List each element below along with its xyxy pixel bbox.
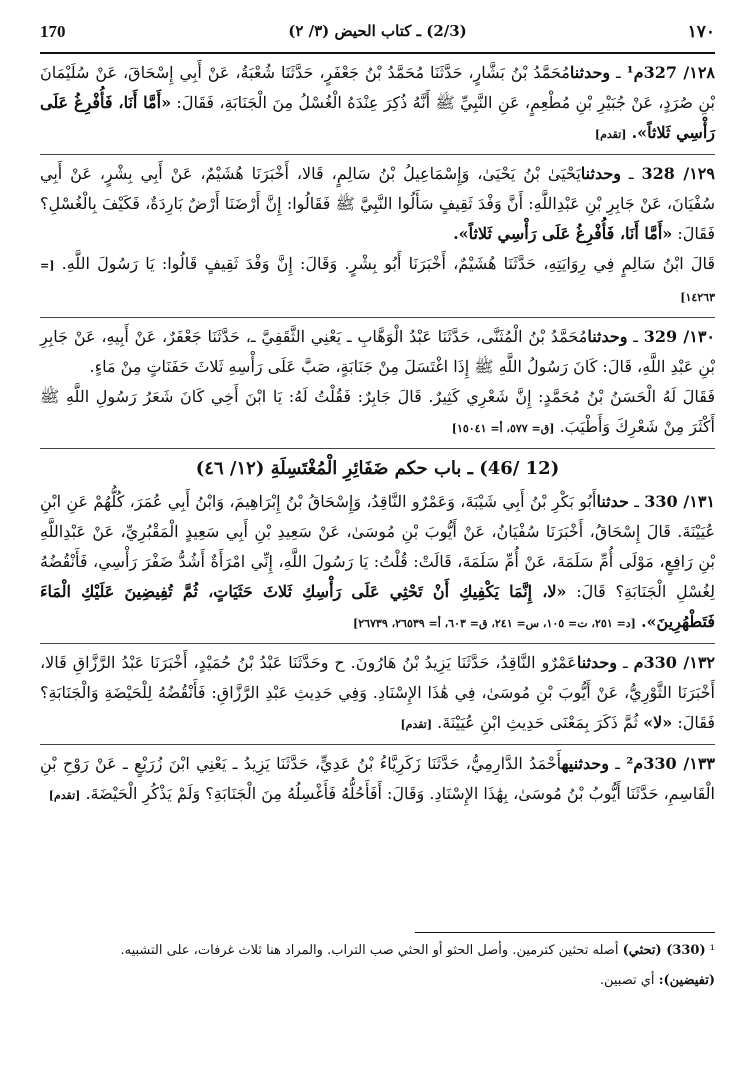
page-body: [40, 58, 715, 811]
page-header: [40, 22, 715, 50]
footnote-text: أصله تحثين كترمين. وأصل الحثو أو الحثي صب التراب. والمراد هنا ثلاث غرفات، على التشبيه.: [120, 943, 619, 958]
hadith-lead: حدثنا: [596, 492, 629, 511]
hadith-number: ١٢٨/ 327م¹: [626, 63, 716, 82]
hadith-330: ١٣١/ 330 ـ حدثناأَبُو بَكْرِ بْنُ أَبِي شَيْبَةَ، وَعَمْرٌو النَّاقِدُ، وَإِسْحَاقُ بْنُ إِبْرَاهِيمَ، وَابْنُ أَبِي عُمَرَ، كُلُّهُمْ عَنِ ابْنِ عُيَيْنَةَ. قَالَ إِسْحَاقُ، أَخْبَرَنَا سُفْيَانُ، عَنْ أَيُّوبَ بْنِ مُوسَىٰ، عَنْ سَعِيدِ بْنِ أَبِي سَعِيدٍ الْمَقْبُرِيِّ، عَنْ عَبْدِاللَّهِ بْنِ رَافِعٍ، مَوْلَى أُمِّ سَلَمَةَ، عَنْ أُمِّ سَلَمَةَ، قَالَتْ: قُلْتُ: يَا رَسُولَ اللَّهِ، إِنِّي امْرَأَةٌ أَشُدُّ ضَفْرَ رَأْسِي، فَأَنْقُضُهُ لِغُسْلِ الْجَنَابَةِ؟ قَالَ: «لا، إِنَّمَا يَكْفِيكِ أَنْ تَحْثِي عَلَى رَأْسِكِ ثَلاثَ حَثَيَاتٍ، ثُمَّ تُفِيضِينَ عَلَيْكِ الْمَاءَ فَتَطْهُرِينَ». [د= ٢٥١، ت= ١٠٥، س= ٢٤١، ق= ٦٠٣، أ= ٢٦٥٣٩، ٢٦٧٣٩]: [40, 492, 716, 631]
hadith-lead: وحدثنا: [569, 63, 611, 82]
chapter-heading: (12 /46) ـ باب حكم ضَفَائِرِ الْمُغْتَسِلَةِ (١٢/ ٤٦): [195, 458, 560, 479]
hadith-text: مُحَمَّدُ بْنُ الْمُثَنَّى، حَدَّثَنَا عَبْدُ الْوَهَّابِ ـ يَعْنِي الثَّقَفِيَّ ـ، حَدَّثَنَا جَعْفَرٌ، عَنْ أَبِيهِ، عَنْ جَابِرِ بْنِ عَبْدِ اللَّهِ، قَالَ: كَانَ رَسُولُ اللَّهِ ﷺ إِذَا اغْتَسَلَ مِنْ جَنَابَةٍ، صَبَّ عَلَى رَأْسِهِ ثَلاثَ حَفَنَاتٍ مِنْ مَاءٍ.: [40, 327, 715, 376]
page-number-latin: 170: [40, 22, 66, 41]
footnote: [40, 966, 715, 996]
footnotes: [40, 936, 715, 996]
hadith-quote: «لا، إِنَّمَا يَكْفِيكِ أَنْ تَحْثِي عَلَى رَأْسِكِ ثَلاثَ حَثَيَاتٍ، ثُمَّ تُفِيضِينَ عَلَيْكِ الْمَاءَ فَتَطْهُرِينَ».: [40, 582, 715, 631]
hadith-quote: «أَمَّا أَنَا، فَأُفْرِغُ عَلَى رَأْسِي ثَلاثاً».: [453, 224, 673, 243]
hadith-lead: وحدثنيه: [561, 754, 609, 773]
footnote-term: (تفيضين):: [658, 973, 715, 988]
footnote-text: أي تصبين.: [599, 973, 655, 988]
divider: [40, 154, 715, 155]
hadith-number: ١٣٢/ 330م: [633, 653, 716, 672]
hadith-reference: [تقدم]: [400, 718, 433, 731]
hadith-reference: [د= ٢٥١، ت= ١٠٥، س= ٢٤١، ق= ٦٠٣، أ= ٢٦٥٣٩، ٢٦٧٣٩]: [352, 617, 636, 630]
hadith-reference: [تقدم]: [48, 789, 81, 802]
hadith-328-note: [40, 249, 715, 313]
hadith-text: أَحْمَدُ الدَّارِمِيُّ، حَدَّثَنَا زَكَرِيَّاءُ بْنُ عَدِيٍّ، حَدَّثَنَا يَزِيدُ ـ يَعْنِي ابْنَ زُرَيْعٍ ـ عَنْ رَوْحِ بْنِ الْقَاسِمِ، حَدَّثَنَا أَيُّوبُ بْنُ مُوسَىٰ، بِهَٰذَا الإِسْنَادِ. وَقَالَ: أَفَأَحُلُّهُ فَأَغْسِلُهُ مِنَ الْجَنَابَةِ؟ وَلَمْ يَذْكُرِ الْحَيْضَةَ.: [40, 754, 715, 803]
hadith-text: عَمْرٌو النَّاقِدُ، حَدَّثَنَا يَزِيدُ بْنُ هَارُونَ. ح وحَدَّثَنَا عَبْدُ بْنُ حُمَيْدٍ، أَخْبَرَنَا عَبْدُ الرَّزَّاقِ قَالا، أَخْبَرَنَا الثَّوْرِيُّ، عَنْ أَيُّوبَ بْنِ مُوسَىٰ، فِي هَٰذَا الإِسْنَادِ. وَفِي حَدِيثِ عَبْدِ الرَّزَّاقِ: فَأَنْقُضُهُ لِلْحَيْضَةِ وَالْجَنَابَةِ؟ فَقَالَ:: [40, 653, 715, 732]
footnote: [40, 936, 715, 966]
hadith-330m2: ١٣٣/ 330م² ـ وحدثنيهأَحْمَدُ الدَّارِمِيُّ، حَدَّثَنَا زَكَرِيَّاءُ بْنُ عَدِيٍّ، حَدَّثَنَا يَزِيدُ ـ يَعْنِي ابْنَ زُرَيْعٍ ـ عَنْ رَوْحِ بْنِ الْقَاسِمِ، حَدَّثَنَا أَيُّوبُ بْنُ مُوسَىٰ، بِهَٰذَا الإِسْنَادِ. وَقَالَ: أَفَأَحُلُّهُ فَأَغْسِلُهُ مِنَ الْجَنَابَةِ؟ وَلَمْ يَذْكُرِ الْحَيْضَةَ. [تقدم]: [40, 754, 715, 803]
hadith-lead: وحدثنا: [580, 164, 621, 183]
hadith-330m: ١٣٢/ 330م ـ وحدثناعَمْرٌو النَّاقِدُ، حَدَّثَنَا يَزِيدُ بْنُ هَارُونَ. ح وحَدَّثَنَا عَبْدُ بْنُ حُمَيْدٍ، أَخْبَرَنَا عَبْدُ الرَّزَّاقِ قَالا، أَخْبَرَنَا الثَّوْرِيُّ، عَنْ أَيُّوبَ بْنِ مُوسَىٰ، فِي هَٰذَا الإِسْنَادِ. وَفِي حَدِيثِ عَبْدِ الرَّزَّاقِ: فَأَنْقُضُهُ لِلْحَيْضَةِ وَالْجَنَابَةِ؟ فَقَالَ: «لا» ثُمَّ ذَكَرَ بِمَعْنَى حَدِيثِ ابْنِ عُيَيْنَةَ. [تقدم]: [40, 653, 716, 732]
hadith-329-note: [40, 382, 715, 444]
footnote-term: (330) (تحثي): [622, 943, 706, 958]
footnote-rule: [415, 932, 715, 933]
hadith-number: ١٢٩/ 328: [641, 164, 715, 183]
hadith-text: أَبُو بَكْرِ بْنُ أَبِي شَيْبَةَ، وَعَمْرٌو النَّاقِدُ، وَإِسْحَاقُ بْنُ إِبْرَاهِيمَ، وَابْنُ أَبِي عُمَرَ، كُلُّهُمْ عَنِ ابْنِ عُيَيْنَةَ. قَالَ إِسْحَاقُ، أَخْبَرَنَا سُفْيَانُ، عَنْ أَيُّوبَ بْنِ مُوسَىٰ، عَنْ سَعِيدِ بْنِ أَبِي سَعِيدٍ الْمَقْبُرِيِّ، عَنْ عَبْدِاللَّهِ بْنِ رَافِعٍ، مَوْلَى أُمِّ سَلَمَةَ، عَنْ أُمِّ سَلَمَةَ، قَالَتْ: قُلْتُ: يَا رَسُولَ اللَّهِ، إِنِّي امْرَأَةٌ أَشُدُّ ضَفْرَ رَأْسِي، فَأَنْقُضُهُ لِغُسْلِ الْجَنَابَةِ؟ قَالَ:: [40, 492, 715, 601]
footnote-mark: ¹: [709, 943, 715, 958]
hadith-tail: ثُمَّ ذَكَرَ بِمَعْنَى حَدِيثِ ابْنِ عُيَيْنَةَ.: [437, 713, 644, 732]
hadith-lead: وحدثنا: [576, 653, 618, 672]
hadith-number: ١٣١/ 330: [644, 492, 716, 511]
hadith-lead: وحدثنا: [587, 327, 628, 346]
divider: [40, 448, 715, 449]
hadith-reference: [= ١٤٢٦٣]: [40, 259, 715, 304]
header-rule: [40, 52, 715, 54]
hadith-quote: «أَمَّا أَنَا، فَأُفْرِغُ عَلَى رَأْسِي ثَلاثاً».: [40, 93, 715, 142]
divider: [40, 317, 715, 318]
hadith-text: يَحْيَىٰ بْنُ يَحْيَىٰ، وَإِسْمَاعِيلُ بْنُ سَالِمٍ، قَالا، أَخْبَرَنَا هُشَيْمٌ، عَنْ أَبِي بِشْرٍ، عَنْ أَبِي سُفْيَانَ، عَنْ جَابِرِ بْنِ عَبْدِاللَّهِ: أَنَّ وَفْدَ ثَقِيفٍ سَأَلُوا النَّبِيَّ ﷺ فَقَالُوا: إِنَّ أَرْضَنَا أَرْضٌ بَارِدَةٌ، فَكَيْفَ بِالْغُسْلِ؟ فَقَالَ:: [40, 164, 715, 243]
hadith-text: فَقَالَ لَهُ الْحَسَنُ بْنُ مُحَمَّدٍ: إِنَّ شَعْرِي كَثِيرٌ. قَالَ جَابِرٌ: فَقُلْتُ لَهُ: يَا ابْنَ أَخِي كَانَ شَعَرُ رَسُولِ اللَّهِ ﷺ أَكْثَرَ مِنْ شَعْرِكَ وَأَطْيَبَ.: [40, 387, 715, 436]
hadith-reference: [ق= ٥٧٧، أ= ١٥٠٤١]: [451, 422, 555, 435]
hadith-327m: ١٢٨/ 327م¹ ـ وحدثنامُحَمَّدُ بْنُ بَشَّارٍ، حَدَّثَنَا مُحَمَّدُ بْنُ جَعْفَرٍ، حَدَّثَنَا شُعْبَةُ، عَنْ أَبِي إِسْحَاقَ، عَنْ سُلَيْمَانَ بْنِ صُرَدٍ، عَنْ جُبَيْرِ بْنِ مُطْعِمٍ، عَنِ النَّبِيِّ ﷺ أَنَّهُ ذُكِرَ عِنْدَهُ الْغُسْلُ مِنَ الْجَنَابَةِ، فَقَالَ: «أَمَّا أَنَا، فَأُفْرِغُ عَلَى رَأْسِي ثَلاثاً». [تقدم]: [40, 63, 716, 142]
hadith-reference: [تقدم]: [594, 128, 627, 141]
divider: [40, 643, 715, 644]
hadith-number: ١٣٠/ 329: [643, 327, 716, 346]
hadith-328: ١٢٩/ 328 ـ وحدثنايَحْيَىٰ بْنُ يَحْيَىٰ، وَإِسْمَاعِيلُ بْنُ سَالِمٍ، قَالا، أَخْبَرَنَا هُشَيْمٌ، عَنْ أَبِي بِشْرٍ، عَنْ أَبِي سُفْيَانَ، عَنْ جَابِرِ بْنِ عَبْدِاللَّهِ: أَنَّ وَفْدَ ثَقِيفٍ سَأَلُوا النَّبِيَّ ﷺ فَقَالُوا: إِنَّ أَرْضَنَا أَرْضٌ بَارِدَةٌ، فَكَيْفَ بِالْغُسْلِ؟ فَقَالَ: «أَمَّا أَنَا، فَأُفْرِغُ عَلَى رَأْسِي ثَلاثاً».: [40, 164, 715, 243]
hadith-text: مُحَمَّدُ بْنُ بَشَّارٍ، حَدَّثَنَا مُحَمَّدُ بْنُ جَعْفَرٍ، حَدَّثَنَا شُعْبَةُ، عَنْ أَبِي إِسْحَاقَ، عَنْ سُلَيْمَانَ بْنِ صُرَدٍ، عَنْ جُبَيْرِ بْنِ مُطْعِمٍ، عَنِ النَّبِيِّ ﷺ أَنَّهُ ذُكِرَ عِنْدَهُ الْغُسْلُ مِنَ الْجَنَابَةِ، فَقَالَ:: [40, 63, 715, 112]
hadith-329: ١٣٠/ 329 ـ وحدثنامُحَمَّدُ بْنُ الْمُثَنَّى، حَدَّثَنَا عَبْدُ الْوَهَّابِ ـ يَعْنِي الثَّقَفِيَّ ـ، حَدَّثَنَا جَعْفَرٌ، عَنْ أَبِيهِ، عَنْ جَابِرِ بْنِ عَبْدِ اللَّهِ، قَالَ: كَانَ رَسُولُ اللَّهِ ﷺ إِذَا اغْتَسَلَ مِنْ جَنَابَةٍ، صَبَّ عَلَى رَأْسِهِ ثَلاثَ حَفَنَاتٍ مِنْ مَاءٍ.: [40, 327, 716, 376]
page-number-arabic: ١٧٠: [687, 22, 715, 42]
running-title: (2/3) ـ كتاب الحيض (٣/ ٢): [288, 22, 467, 40]
hadith-text: قَالَ ابْنُ سَالِمٍ فِي رِوَايَتِهِ، حَدَّثَنَا هُشَيْمٌ، أَخْبَرَنَا أَبُو بِشْرٍ. وَقَالَ: إِنَّ وَفْدَ ثَقِيفٍ قَالُوا: يَا رَسُولَ اللَّهِ.: [61, 254, 716, 273]
hadith-number: ١٣٣/ 330م²: [626, 754, 715, 773]
hadith-quote: «لا»: [643, 713, 673, 732]
divider: [40, 744, 715, 745]
